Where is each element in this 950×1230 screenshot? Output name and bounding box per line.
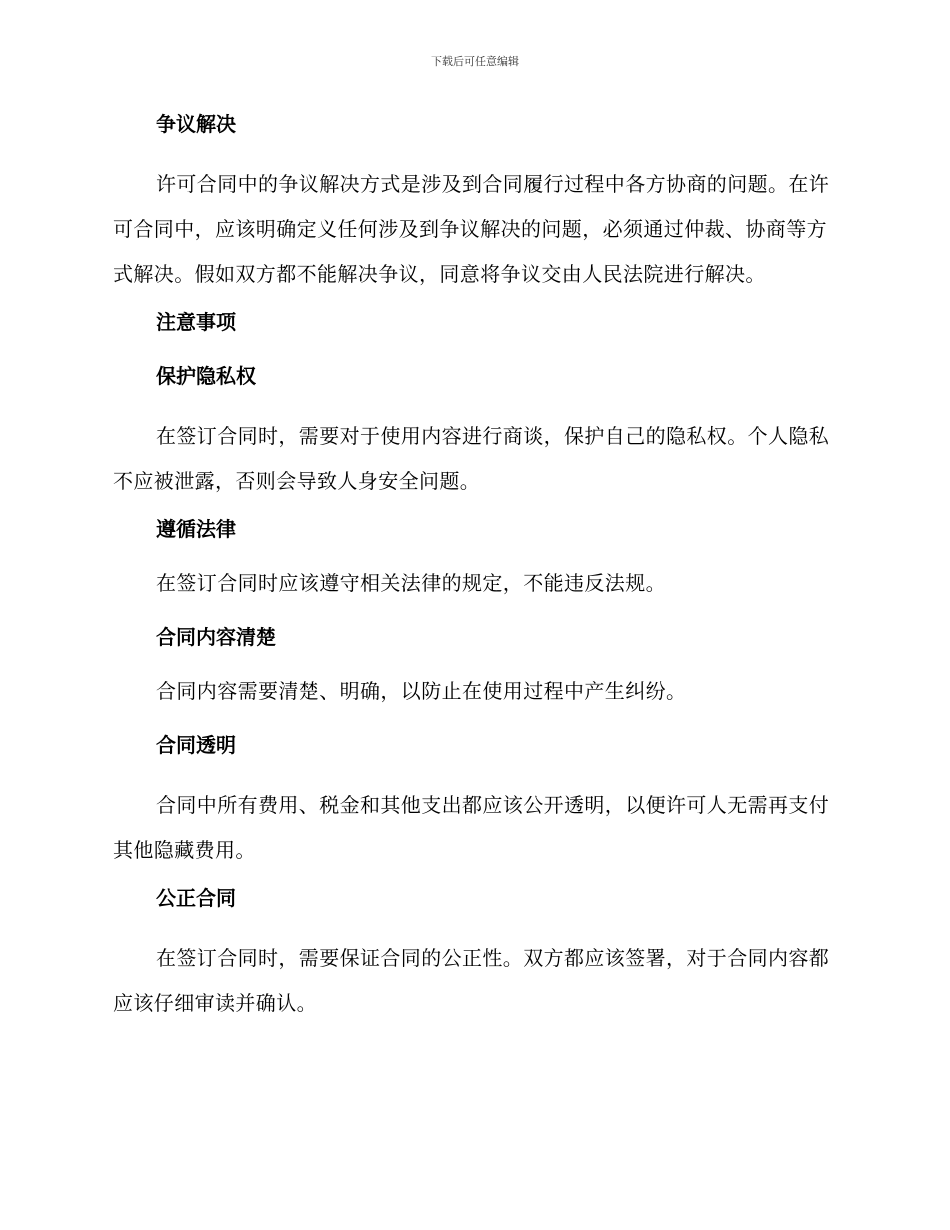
section-heading-law: 遵循法律 xyxy=(156,517,236,541)
paragraph-fair-contract: 在签订合同时，需要保证合同的公正性。双方都应该签署，对于合同内容都应该仔细审读并确认。 xyxy=(113,946,830,1015)
section-heading-notes: 注意事项 xyxy=(156,310,236,334)
document-body xyxy=(113,108,833,1035)
paragraph-dispute-resolution: 许可合同中的争议解决方式是涉及到合同履行过程中各方协商的问题。在许可合同中，应该明确定义任何涉及到争议解决的问题，必须通过仲裁、协商等方式解决。假如双方都不能解决争议，同意将争议交由人民法院进行解决。 xyxy=(113,172,830,286)
paragraph-privacy: 在签订合同时，需要对于使用内容进行商谈，保护自己的隐私权。个人隐私不应被泄露，否则会导致人身安全问题。 xyxy=(113,424,830,493)
paragraph-transparency: 合同中所有费用、税金和其他支出都应该公开透明，以便许可人无需再支付其他隐藏费用。 xyxy=(113,793,830,862)
paragraph-law: 在签订合同时应该遵守相关法律的规定，不能违反法规。 xyxy=(156,571,666,595)
section-heading-transparency: 合同透明 xyxy=(156,733,236,757)
section-heading-dispute-resolution: 争议解决 xyxy=(156,112,236,136)
section-heading-fair-contract: 公正合同 xyxy=(156,886,236,910)
page-header: 下载后可任意编辑 xyxy=(431,55,519,68)
section-heading-clear-content: 合同内容清楚 xyxy=(156,625,276,649)
section-heading-privacy: 保护隐私权 xyxy=(156,364,256,388)
paragraph-clear-content: 合同内容需要清楚、明确，以防止在使用过程中产生纠纷。 xyxy=(156,679,687,703)
